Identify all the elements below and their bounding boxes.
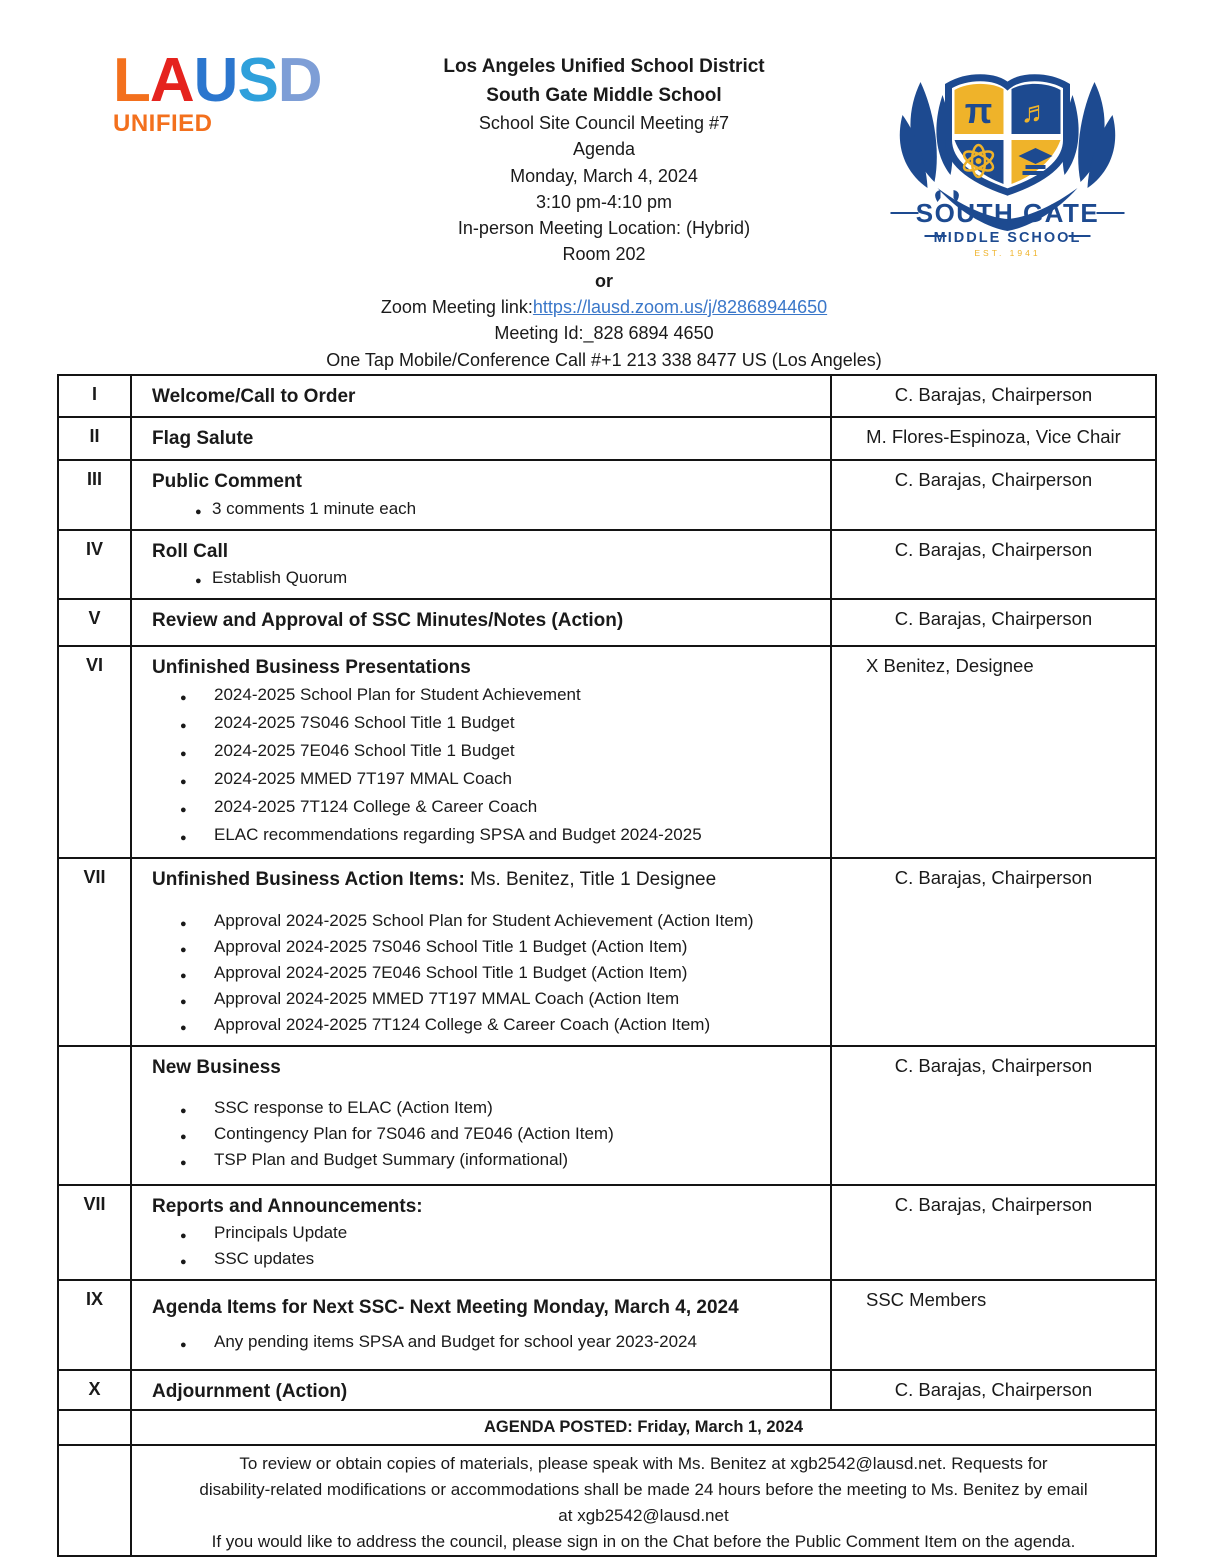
logo-letter: L [113, 46, 150, 115]
row-numeral: III [58, 460, 131, 530]
bullet-item: ● 3 comments 1 minute each [152, 499, 820, 519]
crest-established: EST. 1941 [974, 248, 1041, 258]
logo-letter: D [277, 46, 322, 115]
school-title: South Gate Middle School [486, 85, 722, 106]
bullet-item: ● Contingency Plan for 7S046 and 7E046 (Action Item) [152, 1124, 820, 1144]
responsible-person: X Benitez, Designee [831, 646, 1156, 858]
logo-letter: U [193, 46, 238, 115]
table-row [58, 1280, 1156, 1370]
responsible-person: C. Barajas, Chairperson [831, 375, 1156, 417]
bullet-item: ● ELAC recommendations regarding SPSA and Budget 2024-2025 [152, 825, 820, 845]
responsible-person: C. Barajas, Chairperson [831, 1046, 1156, 1185]
bullet-list [152, 568, 820, 588]
responsible-person: C. Barajas, Chairperson [831, 858, 1156, 1046]
row-numeral: I [58, 375, 131, 417]
row-numeral [58, 1046, 131, 1185]
table-row [58, 646, 1156, 858]
agenda-item-title: Agenda Items for Next SSC- Next Meeting Monday, March 4, 2024 [152, 1297, 739, 1319]
bullet-item: ● SSC response to ELAC (Action Item) [152, 1098, 820, 1118]
row-numeral: II [58, 417, 131, 460]
agenda-item-title: Adjournment (Action) [152, 1381, 348, 1403]
meeting-date: Monday, March 4, 2024 [510, 165, 698, 186]
crest-school-name: SOUTH GATE [915, 198, 1100, 228]
meeting-id: Meeting Id:_828 6894 4650 [494, 323, 714, 344]
footer-line: at xgb2542@lausd.net [558, 1506, 729, 1526]
agenda-item-title: Unfinished Business Action Items: Ms. Benitez, Title 1 Designee [152, 868, 717, 890]
logo-letter: S [237, 46, 278, 115]
logo-unified-label: UNIFIED [113, 109, 213, 137]
row-numeral: VII [58, 1185, 131, 1281]
responsible-person: SSC Members [831, 1280, 1156, 1370]
bullet-item: ● Principals Update [152, 1223, 820, 1243]
bullet-list [152, 499, 820, 519]
pi-symbol-icon: π [964, 90, 993, 131]
bullet-item: ● Approval 2024-2025 7E046 School Title 1 Budget (Action Item) [152, 963, 820, 983]
bullet-item: ● 2024-2025 School Plan for Student Achievement [152, 685, 820, 705]
or-label: or [595, 270, 613, 291]
agenda-item-title: Public Comment [152, 471, 302, 492]
responsible-person: M. Flores-Espinoza, Vice Chair [831, 417, 1156, 460]
agenda-posted-note: AGENDA POSTED: Friday, March 1, 2024 [131, 1410, 1156, 1445]
bullet-item: ● Approval 2024-2025 7T124 College & Career Coach (Action Item) [152, 1015, 820, 1035]
row-numeral: VI [58, 646, 131, 858]
bullet-item: ● SSC updates [152, 1249, 820, 1269]
agenda-item-subtitle: Ms. Benitez, Title 1 Designee [464, 868, 717, 890]
bullet-list [152, 1098, 820, 1170]
music-art-icon: ♬ [1020, 96, 1051, 129]
bullet-item: ● Approval 2024-2025 7S046 School Title 1 Budget (Action Item) [152, 937, 820, 957]
row-numeral: V [58, 599, 131, 646]
table-row [58, 530, 1156, 600]
responsible-person: C. Barajas, Chairperson [831, 530, 1156, 600]
bullet-list [152, 1332, 820, 1352]
agenda-label: Agenda [572, 139, 636, 160]
bullet-item: ● 2024-2025 7S046 School Title 1 Budget [152, 713, 820, 733]
agenda-item-title: Reports and Announcements: [152, 1195, 423, 1217]
table-row [58, 1046, 1156, 1185]
agenda-item-title: Roll Call [152, 540, 229, 562]
zoom-meeting-link[interactable]: https://lausd.zoom.us/j/82868944650 [532, 297, 828, 318]
bullet-list [152, 1223, 820, 1269]
bullet-item: ● Approval 2024-2025 School Plan for Student Achievement (Action Item) [152, 911, 820, 931]
agenda-item-title: Review and Approval of SSC Minutes/Notes (Action) [152, 610, 624, 632]
meeting-title: School Site Council Meeting #7 [478, 113, 730, 133]
row-numeral: VII [58, 858, 131, 1046]
responsible-person: C. Barajas, Chairperson [831, 1370, 1156, 1410]
bullet-item: ● TSP Plan and Budget Summary (informational) [152, 1150, 820, 1170]
zoom-link-prefix: Zoom Meeting link: [380, 297, 533, 318]
table-row [58, 460, 1156, 530]
bullet-list [152, 911, 820, 1035]
meeting-time: 3:10 pm-4:10 pm [535, 191, 673, 212]
one-tap-line: One Tap Mobile/Conference Call #+1 213 338 8477 US (Los Angeles) [326, 349, 882, 370]
responsible-person: C. Barajas, Chairperson [831, 1185, 1156, 1281]
school-crest-logo [880, 60, 1135, 260]
bullet-item: ● Establish Quorum [152, 568, 820, 588]
table-row [58, 1185, 1156, 1281]
table-row [58, 599, 1156, 646]
table-row [58, 375, 1156, 417]
agenda-table [57, 374, 1157, 1557]
bullet-item: ● 2024-2025 7E046 School Title 1 Budget [152, 741, 820, 761]
table-row [58, 1410, 1156, 1445]
table-row [58, 1445, 1156, 1556]
bullet-item: ● 2024-2025 7T124 College & Career Coach [152, 797, 820, 817]
agenda-item-title: Flag Salute [152, 428, 254, 449]
zoom-link-line [0, 294, 1208, 320]
row-numeral [58, 1445, 131, 1556]
meeting-room: Room 202 [562, 244, 646, 265]
table-row [58, 417, 1156, 460]
agenda-item-title: New Business [152, 1056, 281, 1078]
footer-line: To review or obtain copies of materials, please speak with Ms. Benitez at xgb2542@lausd.net. Requests for [239, 1454, 1048, 1474]
footer-line: disability-related modifications or accommodations shall be made 24 hours before the meeting to Ms. Benitez by email [199, 1480, 1088, 1500]
bullet-item: ● Any pending items SPSA and Budget for school year 2023-2024 [152, 1332, 820, 1352]
district-title: Los Angeles Unified School District [443, 56, 765, 77]
crest-graphic [880, 60, 1135, 260]
logo-letter: A [149, 46, 194, 115]
row-numeral: IX [58, 1280, 131, 1370]
accessibility-note [131, 1445, 1156, 1556]
agenda-item-title: Unfinished Business Presentations [152, 657, 471, 679]
table-row [58, 1370, 1156, 1410]
crest-school-type: MIDDLE SCHOOL [933, 230, 1082, 246]
bullet-item: ● 2024-2025 MMED 7T197 MMAL Coach [152, 769, 820, 789]
footer-line: If you would like to address the council, please sign in on the Chat before the Public Comment Item on the agenda. [211, 1532, 1076, 1552]
meeting-location: In-person Meeting Location: (Hybrid) [457, 218, 751, 239]
row-numeral: IV [58, 530, 131, 600]
bullet-item: ● Approval 2024-2025 MMED 7T197 MMAL Coach (Action Item [152, 989, 820, 1009]
row-numeral [58, 1410, 131, 1445]
agenda-item-title: Welcome/Call to Order [152, 386, 356, 407]
responsible-person: C. Barajas, Chairperson [831, 599, 1156, 646]
table-row [58, 858, 1156, 1046]
responsible-person: C. Barajas, Chairperson [831, 460, 1156, 530]
row-numeral: X [58, 1370, 131, 1410]
bullet-list [152, 685, 820, 845]
